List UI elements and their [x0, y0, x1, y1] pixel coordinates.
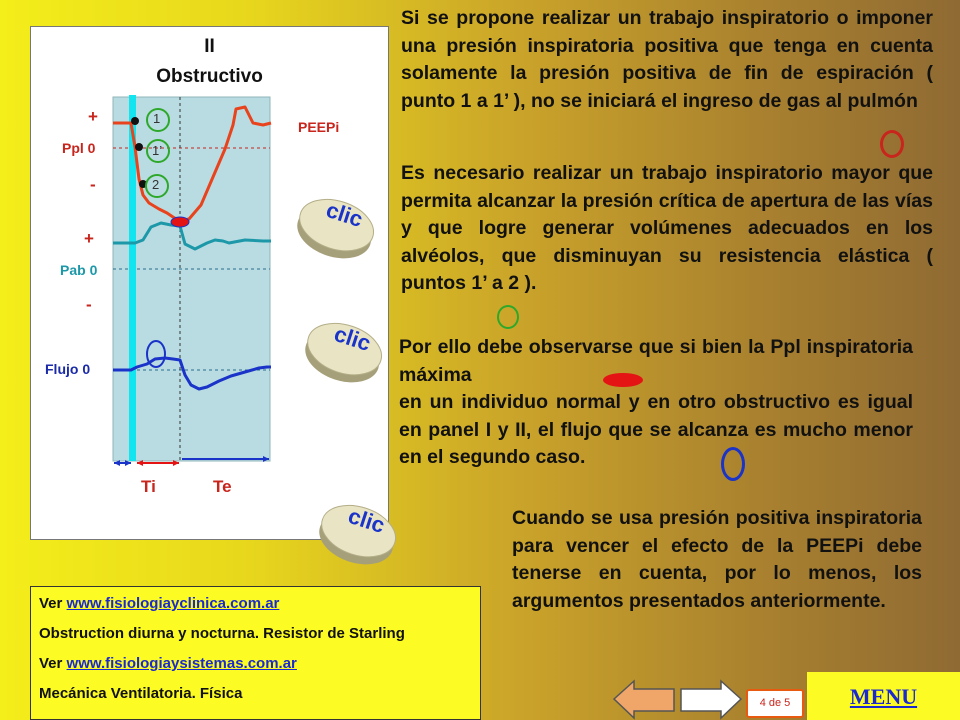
point-1p-label: 1’ [152, 143, 163, 158]
graph-panel [30, 26, 389, 540]
ver-prefix: Ver [39, 595, 67, 612]
paragraph-4: Cuando se usa presión positiva inspiratoria para vencer el efecto de la PEEPi debe tenerse en cuenta, por lo menos, los argumentos presentados anteriormente. [512, 507, 922, 612]
paragraph-3b: en un individuo normal y en otro obstructivo es igual en panel I y II, el flujo que se alcanza es mucho menor en el segundo caso. [399, 391, 913, 468]
peepi-label: PEEPi [298, 119, 340, 135]
flow-zero-label: Flujo 0 [45, 361, 91, 377]
previous-arrow-button[interactable] [612, 679, 677, 720]
left-arrow-icon [614, 681, 674, 718]
circle-marker-green [497, 305, 519, 329]
paragraph-3 [399, 334, 913, 389]
point-2-label: 2 [152, 177, 160, 192]
next-arrow-button[interactable] [678, 679, 743, 720]
reference-line-1 [39, 595, 472, 613]
circle-marker-red-outline [880, 130, 904, 158]
clic-label: clic [345, 502, 388, 539]
paragraph-2: Es necesario realizar un trabajo inspiratorio mayor que permita alcanzar la presión crítica de apertura de las vías y que logre generar volúmenes adecuados en los alvéolos, que disminuyan su resistencia elástica ( puntos 1’ a 2 ). [401, 162, 933, 294]
ver-prefix: Ver [39, 655, 67, 672]
paragraph-3a: Por ello debe observarse que si bien la Ppl inspiratoria máxima [399, 336, 913, 386]
reference-line-2: Obstruction diurna y nocturna. Resistor de Starling [39, 625, 405, 642]
ppl-zero-label: Ppl 0 [62, 140, 96, 156]
page-indicator: 4 de 5 [746, 689, 804, 718]
paragraph-1: Si se propone realizar un trabajo inspiratorio o imponer una presión inspiratoria positiva que tenga en cuenta solamente la presión positiva de fin de espiración ( punto 1 a 1’ ), no se iniciará el ingreso de gas al pulmón [401, 7, 933, 112]
waveform-graph [31, 27, 390, 541]
flow-blue-ellipse [721, 447, 745, 481]
menu-label: MENU [849, 684, 918, 709]
ti-label: Ti [141, 477, 156, 496]
pab-minus-label: - [86, 295, 92, 314]
right-arrow-icon [681, 681, 741, 718]
point-1-dot [131, 117, 139, 125]
panel-title-number: II [204, 36, 215, 57]
clic-label: clic [323, 196, 366, 233]
max-ppl-red-ellipse [603, 373, 643, 387]
clic-label: clic [331, 320, 374, 357]
ppl-minus-label: - [90, 175, 96, 194]
references-box [30, 586, 481, 720]
pab-plus-label: + [84, 229, 94, 248]
clic-button-1[interactable] [290, 188, 382, 266]
menu-button[interactable] [807, 672, 960, 720]
point-1p-dot [135, 143, 143, 151]
link-fisiologiayclinica[interactable]: www.fisiologiayclinica.com.ar [66, 595, 280, 612]
link-fisiologiaysistemas[interactable]: www.fisiologiaysistemas.com.ar [66, 655, 297, 672]
clic-button-2[interactable] [298, 312, 390, 390]
clic-button-3[interactable] [312, 494, 404, 572]
ppl-plus-label: + [88, 107, 98, 126]
panel-title: Obstructivo [156, 66, 263, 87]
reference-line-3 [39, 655, 472, 673]
te-label: Te [213, 477, 232, 496]
pab-zero-label: Pab 0 [60, 262, 98, 278]
max-ppl-marker [171, 217, 189, 227]
reference-line-4: Mecánica Ventilatoria. Física [39, 685, 243, 702]
point-1-label: 1 [153, 111, 161, 126]
